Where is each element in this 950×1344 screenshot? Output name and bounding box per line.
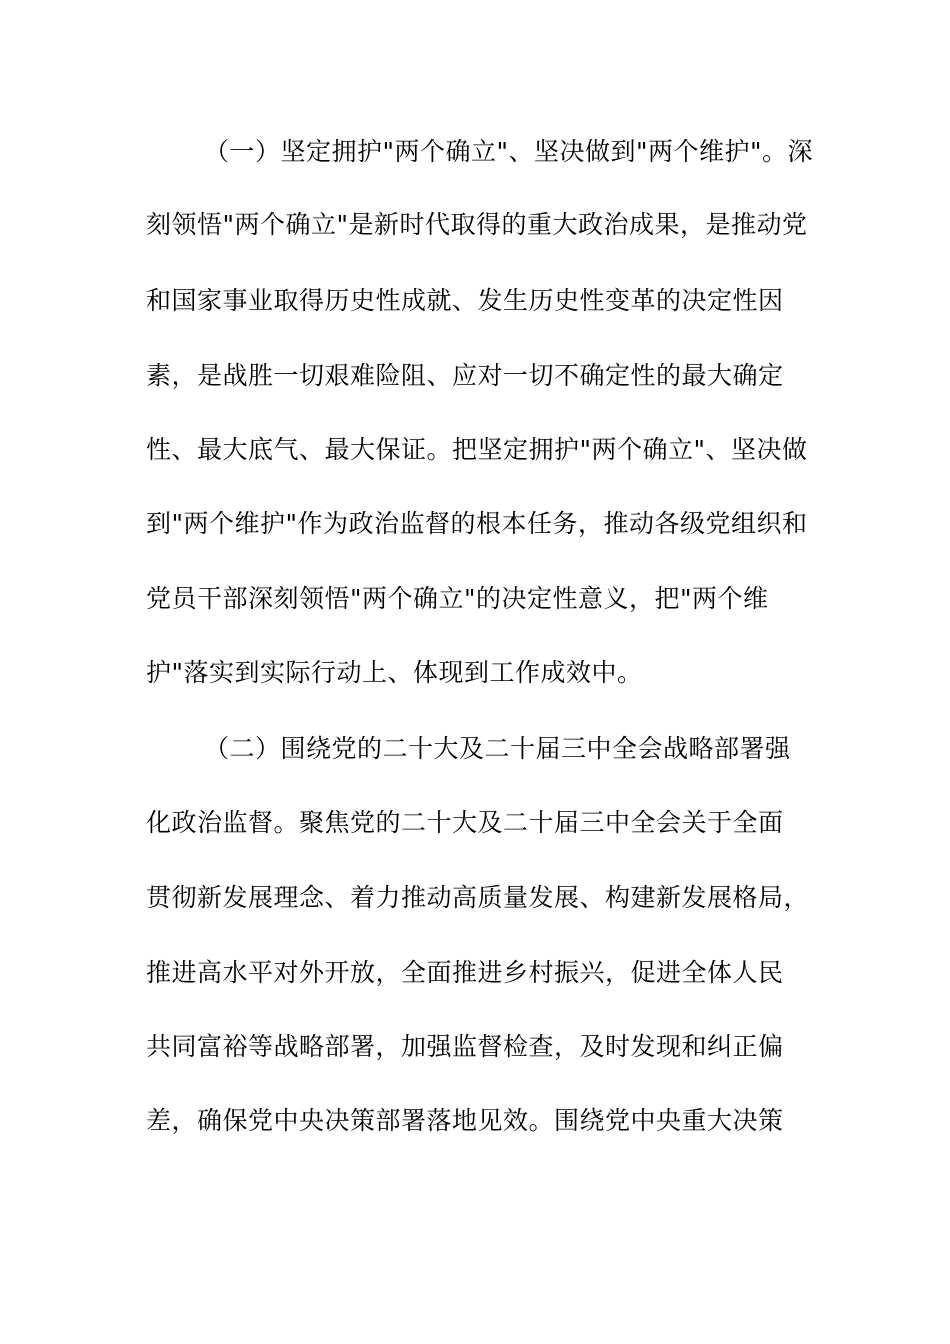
paragraph-2-line-6: 差，确保党中央决策部署落地见效。围绕党中央重大决策 — [146, 1106, 784, 1135]
paragraph-1-line-7: 党员干部深刻领悟"两个确立"的决定性意义，把"两个维 — [146, 584, 769, 613]
paragraph-1-line-2: 刻领悟"两个确立"是新时代取得的重大政治成果，是推动党 — [146, 210, 808, 239]
paragraph-1-line-3: 和国家事业取得历史性成就、发生历史性变革的决定性因 — [146, 286, 784, 315]
paragraph-2-line-4: 推进高水平对外开放，全面推进乡村振兴，促进全体人民 — [146, 958, 784, 987]
paragraph-2-line-5: 共同富裕等战略部署，加强监督检查，及时发现和纠正偏 — [146, 1032, 784, 1061]
paragraph-1-line-1: （一）坚定拥护"两个确立"、坚决做到"两个维护"。深 — [204, 137, 813, 166]
paragraph-2-line-2: 化政治监督。聚焦党的二十大及二十届三中全会关于全面 — [146, 808, 784, 837]
paragraph-1-line-4: 素，是战胜一切艰难险阻、应对一切不确定性的最大确定 — [146, 361, 784, 390]
paragraph-2-line-1: （二）围绕党的二十大及二十届三中全会战略部署强 — [204, 734, 791, 763]
paragraph-2-line-3: 贯彻新发展理念、着力推动高质量发展、构建新发展格局， — [146, 883, 810, 912]
paragraph-1-line-6: 到"两个维护"作为政治监督的根本任务，推动各级党组织和 — [146, 509, 808, 538]
paragraph-1-line-5: 性、最大底气、最大保证。把坚定拥护"两个确立"、坚决做 — [146, 435, 808, 464]
paragraph-1-line-8: 护"落实到实际行动上、体现到工作成效中。 — [146, 658, 643, 687]
